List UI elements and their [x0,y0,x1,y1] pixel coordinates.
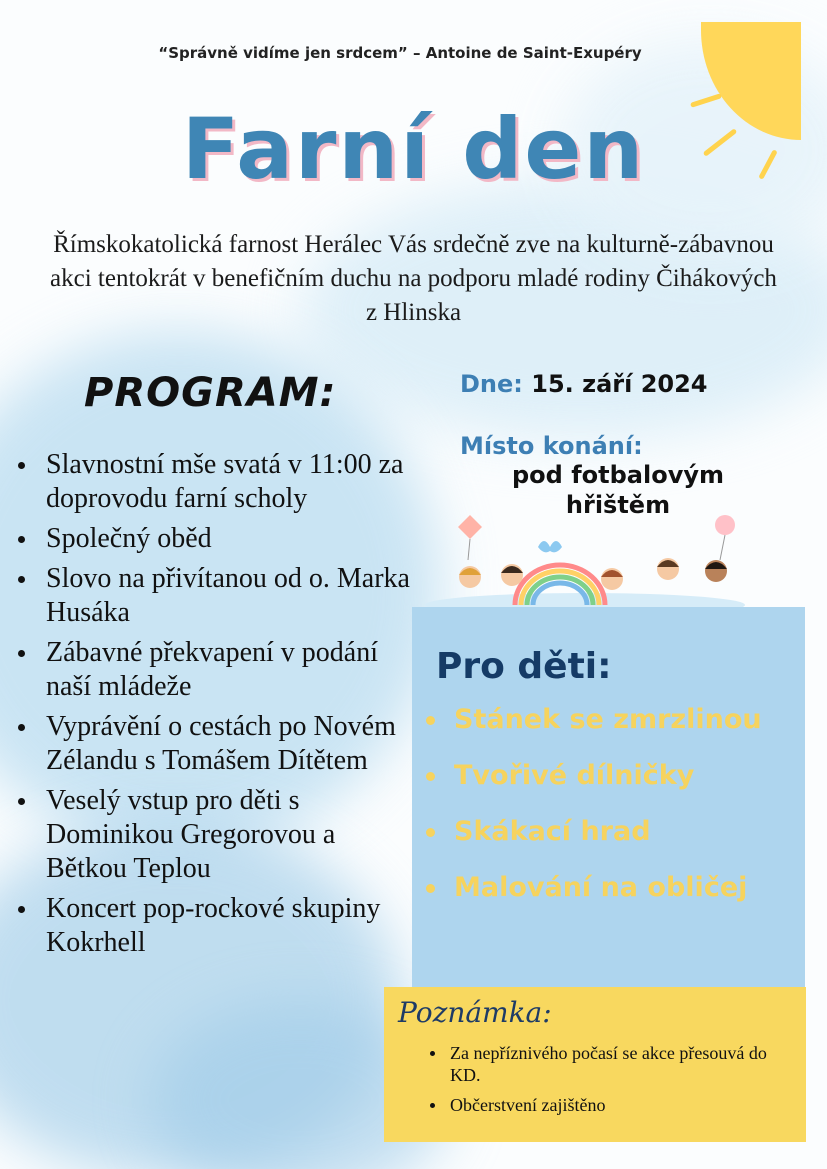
program-item: Veselý vstup pro děti s Dominikou Gregorovou a Bětkou Teplou [18,784,418,886]
bullet-icon [18,798,25,805]
event-date [460,370,708,398]
bullet-icon [18,650,25,657]
page-title: Farní den [181,100,646,198]
kids-item: Skákací hrad [424,815,794,849]
note-item: Za nepříznivého počasí se akce přesouvá do KD. [428,1042,798,1086]
program-item: Zábavné překvapení v podání naší mládeže [18,636,418,704]
bullet-icon [18,536,25,543]
note-item: Občerstvení zajištěno [428,1094,798,1116]
date-value: 15. září 2024 [531,370,708,398]
quote: “Správně vidíme jen srdcem” – Antoine de Saint-Exupéry [158,44,642,62]
note-list [428,1042,798,1124]
bullet-icon [18,576,25,583]
invitation-text: Římskokatolická farnost Herálec Vás srdečně zve na kulturně-zábavnou akci tentokrát v benefičním duchu na podporu mladé rodiny Čihákových z Hlinska [50,231,777,326]
program-list [18,448,418,966]
place-value: pod fotbalovým hřištěm [512,461,724,519]
kids-item: Stánek se zmrzlinou [424,703,794,737]
bullet-icon [426,884,435,893]
program-item: Koncert pop-rockové skupiny Kokrhell [18,892,418,960]
kids-item: Tvořivé dílničky [424,759,794,793]
bullet-icon [18,462,25,469]
bullet-icon [426,828,435,837]
program-item: Slovo na přivítanou od o. Marka Husáka [18,562,418,630]
program-item: Společný oběd [18,522,418,556]
place-label: Místo konání: [460,432,643,460]
bullet-icon [426,716,435,725]
bullet-icon [426,772,435,781]
program-item: Vyprávění o cestách po Novém Zélandu s Tomášem Dítětem [18,710,418,778]
children-illustration [420,505,750,615]
kids-heading: Pro děti: [436,646,612,687]
kids-item: Malování na obličej [424,871,794,905]
bullet-icon [18,724,25,731]
note-heading: Poznámka: [398,996,552,1029]
program-item: Slavnostní mše svatá v 11:00 za doprovodu farní scholy [18,448,418,516]
bullet-icon [430,1103,435,1108]
date-label: Dne: [460,370,523,398]
bullet-icon [18,906,25,913]
program-heading: PROGRAM: [84,370,337,416]
bullet-icon [430,1051,435,1056]
kids-list [424,703,794,927]
